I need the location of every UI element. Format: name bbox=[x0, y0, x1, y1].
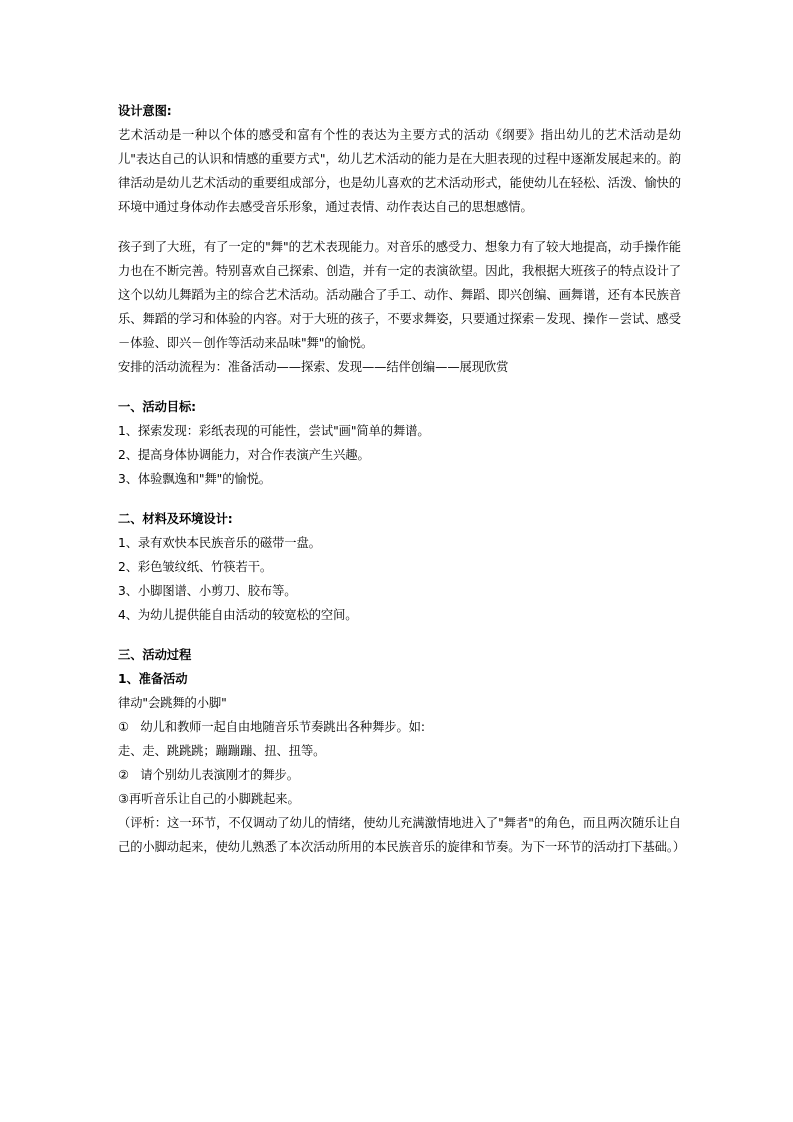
process-line: ② 请个别幼儿表演刚才的舞步。 bbox=[118, 768, 299, 782]
process-subheading: 1、准备活动 bbox=[118, 672, 188, 686]
materials-heading: 二、材料及环境设计: bbox=[118, 512, 233, 526]
process-line: 走、走、跳跳跳；蹦蹦蹦、扭、扭等。 bbox=[118, 744, 326, 758]
design-paragraph-2: 孩子到了大班，有了一定的"舞"的艺术表现能力。对音乐的感受力、想象力有了较大地提高，动手操作能力也在不断完善。特别喜欢自己探索、创造，并有一定的表演欲望。因此，我根据大班孩子的特点设计了这个以幼儿舞蹈为主的综合艺术活动。活动融合了手工、动作、舞蹈、即兴创编、画舞谱，还有本民族音乐、舞蹈的学习和体验的内容。对于大班的孩子，不要求舞姿，只要通过探索－发现、操作－尝试、感受－体验、即兴－创作等活动来品味"舞"的愉悦。 bbox=[118, 240, 681, 350]
spacer bbox=[118, 627, 681, 643]
goal-item: 1、探索发现：彩纸表现的可能性，尝试"画"简单的舞谱。 bbox=[118, 424, 430, 438]
design-heading: 设计意图: bbox=[118, 104, 172, 118]
goal-item: 3、体验飘逸和"舞"的愉悦。 bbox=[118, 472, 272, 486]
material-item: 4、为幼儿提供能自由活动的较宽松的空间。 bbox=[118, 608, 358, 622]
goals-heading: 一、活动目标: bbox=[118, 400, 196, 414]
design-paragraph-1: 艺术活动是一种以个体的感受和富有个性的表达为主要方式的活动《纲要》指出幼儿的艺术活动是幼儿"表达自己的认识和情感的重要方式"，幼儿艺术活动的能力是在大胆表现的过程中逐渐发展起来的。韵律活动是幼儿艺术活动的重要组成部分，也是幼儿喜欢的艺术活动形式，能使幼儿在轻松、活泼、愉快的环境中通过身体动作去感受音乐形象，通过表情、动作表达自己的思想感情。 bbox=[118, 128, 681, 214]
material-item: 3、小脚图谱、小剪刀、胶布等。 bbox=[118, 584, 297, 598]
material-item: 2、彩色皱纹纸、竹筷若干。 bbox=[118, 560, 273, 574]
spacer bbox=[118, 491, 681, 507]
process-line: ① 幼儿和教师一起自由地随音乐节奏跳出各种舞步。如: bbox=[118, 720, 425, 734]
spacer bbox=[118, 219, 681, 235]
activity-flow: 安排的活动流程为：准备活动——探索、发现——结伴创编——展现欣赏 bbox=[118, 360, 509, 374]
process-line: ③再听音乐让自己的小脚跳起来。 bbox=[118, 792, 300, 806]
process-heading: 三、活动过程 bbox=[118, 648, 192, 662]
process-comment: （评析：这一环节，不仅调动了幼儿的情绪，使幼儿充满激情地进入了"舞者"的角色，而且两次随乐让自己的小脚动起来，使幼儿熟悉了本次活动所用的本民族音乐的旋律和节奏。为下一环节的活动打下基础。） bbox=[118, 816, 686, 854]
document-page bbox=[118, 99, 686, 859]
spacer bbox=[118, 379, 681, 395]
material-item: 1、录有欢快本民族音乐的磁带一盘。 bbox=[118, 536, 321, 550]
goal-item: 2、提高身体协调能力，对合作表演产生兴趣。 bbox=[118, 448, 370, 462]
process-line: 律动"会跳舞的小脚" bbox=[118, 696, 227, 710]
